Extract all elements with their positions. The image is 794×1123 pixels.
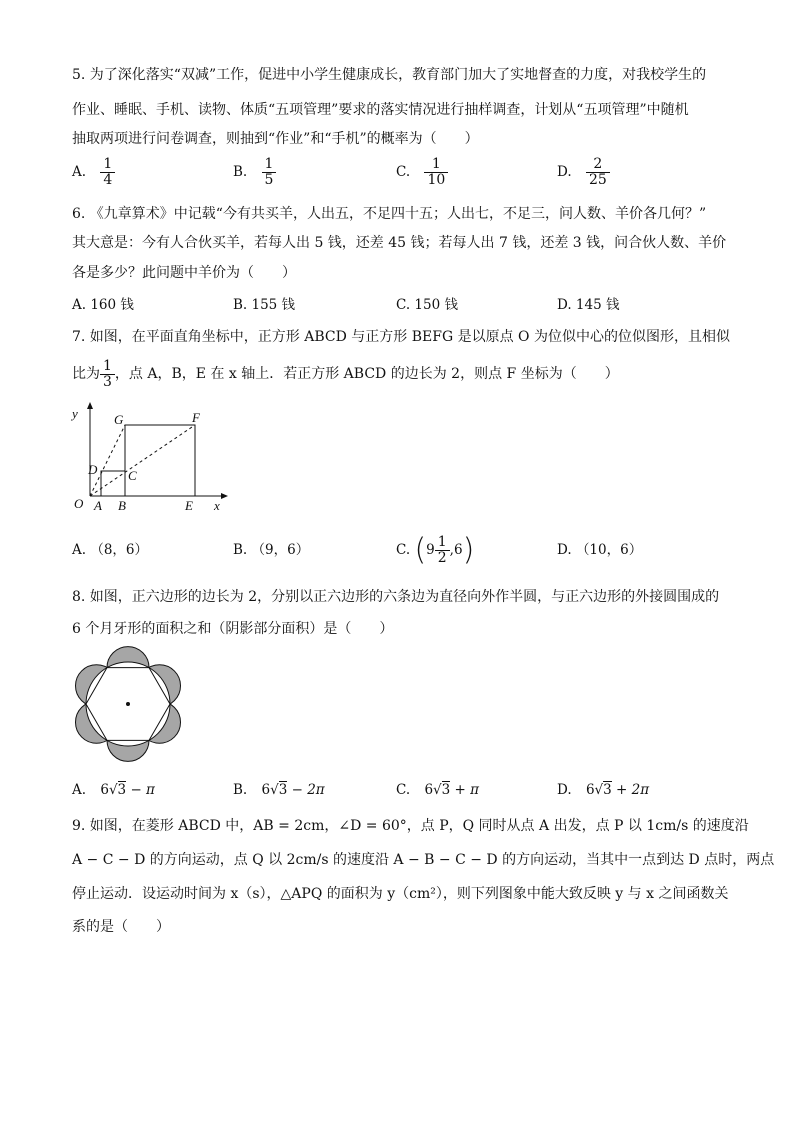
q5-option-b[interactable]: B. $\frac{1}{5}$ <box>233 157 276 188</box>
label-g: G <box>114 412 124 427</box>
q5-option-d[interactable]: D. $\frac{2}{25}$ <box>557 157 610 188</box>
fraction: $\frac{1}{5}$ <box>262 157 277 188</box>
q8-hexagon-figure <box>70 641 186 767</box>
label-x: x <box>214 498 220 513</box>
q5-option-c[interactable]: C. $\frac{1}{10}$ <box>396 157 448 188</box>
label-f: F <box>192 410 200 425</box>
q5-line-1: 5. 为了深化落实“双减”工作，促进中小学生健康成长，教育部门加大了实地督查的力度，对我校学生的 <box>72 67 707 83</box>
square-befg <box>125 425 195 496</box>
q6-line-3: 各是多少？此问题中羊价为（ ） <box>72 265 296 281</box>
q8-option-a[interactable]: A. 6√3 − π <box>72 782 155 798</box>
ratio-fraction: $\frac{1}{3}$ <box>100 359 115 390</box>
label-y: y <box>72 406 78 421</box>
q5-line-2: 作业、睡眠、手机、读物、体质“五项管理”要求的落实情况进行抽样调查，计划从“五项管理”中随机 <box>72 102 689 118</box>
q7-option-c[interactable]: C. (9 $\frac{1}{2}$ ,6) <box>396 532 475 568</box>
q8-line-2: 6 个月牙形的面积之和（阴影部分面积）是（ ） <box>72 621 394 637</box>
label-e: E <box>185 498 193 513</box>
q6-option-c[interactable]: C. 150 钱 <box>396 297 458 313</box>
q7-option-b[interactable]: B. （9，6） <box>233 542 310 558</box>
fraction: $\frac{1}{10}$ <box>424 157 448 188</box>
label-c: C <box>128 468 137 483</box>
q6-line-1: 6. 《九章算术》中记载“今有共买羊，人出五，不足四十五；人出七，不足三，问人数、羊价各几何？” <box>72 206 707 222</box>
q9-line-3: 停止运动．设运动时间为 x（s），△APQ 的面积为 y（cm²），则下列图象中能大致反映 y 与 x 之间函数关 <box>72 886 729 902</box>
q6-line-2: 其大意是：今有人合伙买羊，若每人出 5 钱，还差 45 钱；若每人出 7 钱，还差 3 钱，问合伙人数、羊价 <box>72 235 727 251</box>
q7-coordinate-figure <box>66 398 236 518</box>
y-axis-arrow <box>87 402 93 409</box>
q7-option-d[interactable]: D. （10，6） <box>557 542 643 558</box>
q5-option-a[interactable]: A. $\frac{1}{4}$ <box>72 157 115 188</box>
fraction: $\frac{2}{25}$ <box>586 157 610 188</box>
fraction: $\frac{1}{4}$ <box>100 157 115 188</box>
label-o: O <box>74 496 84 511</box>
q6-option-d[interactable]: D. 145 钱 <box>557 297 620 313</box>
q6-option-a[interactable]: A. 160 钱 <box>72 297 134 313</box>
center-dot <box>126 702 130 706</box>
q8-option-b[interactable]: B. 6√3 − 2π <box>233 782 325 798</box>
q9-line-4: 系的是（ ） <box>72 919 170 935</box>
q8-option-d[interactable]: D. 6√3 + 2π <box>557 782 650 798</box>
label-d: D <box>88 462 98 477</box>
label-b: B <box>118 498 126 513</box>
q5-line-3: 抽取两项进行问卷调查，则抽到“作业”和“手机”的概率为（ ） <box>72 131 479 147</box>
q9-line-2: A − C − D 的方向运动，点 Q 以 2cm/s 的速度沿 A − B − C − D 的方向运动，当其中一点到达 D 点时，两点 <box>72 852 775 868</box>
dashed-line-og <box>90 425 125 496</box>
label-a: A <box>94 498 102 513</box>
q8-option-c[interactable]: C. 6√3 + π <box>396 782 480 798</box>
q7-line-2: 比为 $\frac{1}{3}$ ，点 A，B，E 在 x 轴上．若正方形 ABCD 的边长为 2，则点 F 坐标为（ ） <box>72 357 619 390</box>
q8-line-1: 8. 如图，正六边形的边长为 2，分别以正六边形的六条边为直径向外作半圆，与正六边形的外接圆围成的 <box>72 589 720 605</box>
q7-line-1: 7. 如图，在平面直角坐标中，正方形 ABCD 与正方形 BEFG 是以原点 O 为位似中心的位似图形，且相似 <box>72 329 730 345</box>
x-axis-arrow <box>221 493 228 499</box>
q6-option-b[interactable]: B. 155 钱 <box>233 297 296 313</box>
q7-option-a[interactable]: A. （8，6） <box>72 542 149 558</box>
dashed-line-of <box>90 425 195 496</box>
q9-line-1: 9. 如图，在菱形 ABCD 中，AB = 2cm，∠D = 60°，点 P，Q 同时从点 A 出发，点 P 以 1cm/s 的速度沿 <box>72 818 749 834</box>
fraction: $\frac{1}{2}$ <box>435 535 450 566</box>
